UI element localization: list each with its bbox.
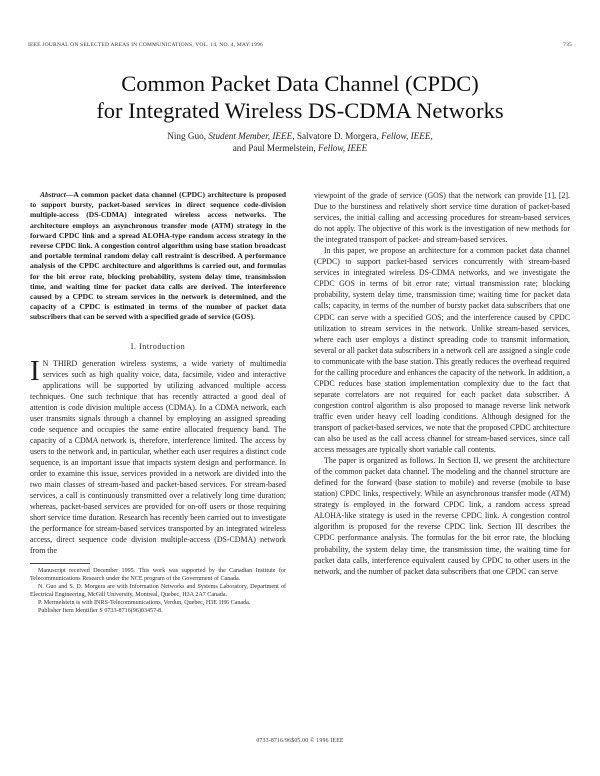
abstract-lead: Abstract— bbox=[40, 190, 74, 199]
right-column bbox=[314, 190, 570, 577]
copyright-footer: 0733-8716/96$05.00 © 1996 IEEE bbox=[256, 738, 344, 744]
author-1-name: Ning Guo, bbox=[167, 131, 207, 141]
author-1-role: Student Member, IEEE, bbox=[208, 131, 295, 141]
footnotes bbox=[30, 567, 286, 616]
footnote-publisher-id: Publisher Item Identifier S 0733-8716(96)03457-8. bbox=[38, 608, 163, 614]
author-3-role: Fellow, IEEE bbox=[317, 143, 368, 153]
author-block bbox=[0, 130, 600, 154]
body-paragraph-3: The paper is organized as follows. In Section II, we present the architecture of the common packet data channel. The modeling and the channel structure are defined for the forward (base station to mobile) and reverse (mobile to base station) CPDC links, respectively. While an asynchronous transfer mode (ATM) strategy is employed in the forward CPDC link, a random access spread ALOHA-like strategy is used in the reverse CPDC link. A congestion control algorithm is proposed for the reverse CPDC link. Section III describes the CPDC performance analysis. The formulas for the bit error rate, the blocking probability, the system delay time, the transmission time, the waiting time for packet data calls, interference equivalent caused by CPDC to other users in the network, and the number of packet data subscribers that one CPDC can serve bbox=[314, 456, 570, 576]
journal-name: IEEE JOURNAL ON SELECTED AREAS IN COMMUNICATIONS, VOL. 14, NO. 4, MAY 1996 bbox=[28, 42, 263, 48]
footnote-affiliation-1: N. Guo and S. D. Morgera are with Information Networks and Systems Laboratory, Department of Electrical Engineering, McGill University, Montreal, Quebec, H3A 2A7 Canada. bbox=[30, 583, 286, 598]
author-2-name: Salvatore D. Morgera, bbox=[296, 131, 379, 141]
page-number: 735 bbox=[563, 42, 572, 48]
drop-cap: I bbox=[30, 354, 40, 387]
abstract-text: A common packet data channel (CPDC) architecture is proposed to support bursty, packet-based services in direct sequence code-division multiple-access (DS-CDMA) integrated wireless access networks. The architecture employs an asynchronous transfer mode (ATM) strategy in the forward CPDC link and a spread ALOHA-type random access strategy in the reverse CPDC link. A congestion control algorithm using base station broadcast and portable terminal random delay call restraint is described. A performance analysis of the CPDC architecture and algorithms is carried out, and formulas for the bit error rate, blocking probability, system delay time, transmission time, and waiting time for packet data calls are derived. The interference caused by a CPDC to stream services in the network is determined, and the capacity of a CPDC is estimated in terms of the number of packet data subscribers that can be served with a specified grade of service (GOS). bbox=[30, 190, 286, 322]
paper-title bbox=[0, 70, 600, 124]
footnote-affiliation-2: P. Mermelstein is with INRS-Telecommunications, Verdun, Quebec, H3E 1H6 Canada. bbox=[38, 599, 251, 606]
footnote-rule bbox=[30, 563, 90, 564]
title-line-2: for Integrated Wireless DS-CDMA Networks bbox=[96, 98, 504, 123]
intro-text: N THIRD generation wireless systems, a wide variety of multimedia services such as high quality voice, data, facsimile, video and interactive applications will be supported by utilizing advanced multiple access techniques. One such technique that has recently attracted a good deal of attention is code division multiple access (CDMA). In a CDMA network, each user transmits signals through a channel by employing an assigned spreading code sequence and occupies the same entire allocated frequency band. The capacity of a CDMA network is, therefore, interference limited. The access by users to the network and, in particular, whether each user requires a distinct code sequence, is an important issue that impacts system design and performance. In order to examine this issue, services provided in a network are divided into the two main classes of stream-based and packet-based services. For stream-based services, a call is continuously transmitted over a relatively long time duration; whereas, packet-based services are provided for on-off users or those requiring short service time duration. Research has recently been carried out to investigate the performance for stream-based services transported by an integrated wireless access, direct sequence code division multiple-access (DS-CDMA) network from the bbox=[30, 358, 286, 556]
section-heading-introduction: I. Introduction bbox=[130, 341, 186, 351]
body-paragraph-2: In this paper, we propose an architecture for a common packet data channel (CPDC) to support packet-based services concurrently with stream-based services in integrated wireless DS-CDMA networks, and we investigate the CPDC GOS in terms of bit error rate; virtual transmission rate; blocking probability, system delay time, transmission time; waiting time for packet data calls; capacity, in terms of the number of bursty packet data subscribers that one CPDC can serve with a specified GOS; and the interference caused by CPDC utilization to stream services in the network. Unlike stream-based services, where each user employs a distinct spreading code to transmit information, several or all packet data subscribers in a network cell are assigned a single code to communicate with the base station. This greatly reduces the overhead required for the calling procedure and enhances the capacity of the network. In addition, a CPDC reduces base station implementation complexity due to the fact that separate correlators are not required for each packet data subscriber. A congestion control algorithm is also proposed to manage reverse link network traffic even under heavy cell loading conditions. Although designed for the transport of packet-based services, we note that the proposed CPDC architecture can also be used as the call access channel for stream-based services, since call access messages are typically short variable call contents. bbox=[314, 246, 570, 455]
author-2-role: Fellow, IEEE, bbox=[381, 131, 433, 141]
title-line-1: Common Packet Data Channel (CPDC) bbox=[121, 71, 479, 96]
body-paragraph-1: viewpoint of the grade of service (GOS) that the network can provide [1], [2]. Due to the burstiness and relatively short service time duration of packet-based services, the initial calling and accessing procedures for stream-based services do not apply. The objective of this work is the investigation of new methods for the integrated transport of packet- and stream-based services. bbox=[314, 191, 570, 245]
intro-paragraph bbox=[30, 354, 286, 557]
author-3-name: and Paul Mermelstein, bbox=[232, 143, 316, 153]
running-head bbox=[28, 42, 572, 48]
abstract bbox=[30, 190, 286, 323]
footnote-manuscript: Manuscript received December 1995. This work was supported by the Canadian Institute for Telecommunications Research under the NCE program of the Government of Canada. bbox=[30, 567, 286, 582]
left-column bbox=[30, 190, 286, 615]
